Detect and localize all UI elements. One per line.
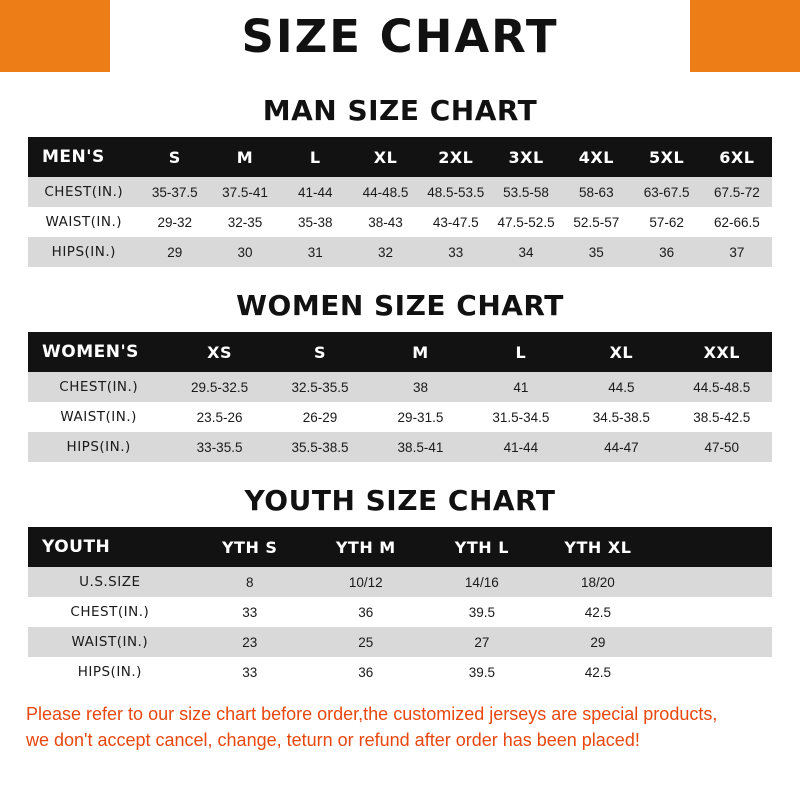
women-cell: 41: [471, 372, 571, 402]
youth-section-title: YOUTH SIZE CHART: [244, 484, 556, 517]
men-cell: 29: [140, 237, 210, 267]
youth-cell: 39.5: [424, 657, 540, 687]
youth-cell: 10/12: [308, 567, 424, 597]
table-row: [28, 177, 772, 207]
women-cell: 33-35.5: [169, 432, 269, 462]
man-size-table: [28, 137, 772, 267]
youth-cell: 33: [192, 657, 308, 687]
youth-cell-spacer: [656, 657, 772, 687]
men-col-8: 6XL: [719, 147, 755, 167]
youth-row-1-label: CHEST(IN.): [28, 597, 192, 627]
youth-cell: 25: [308, 627, 424, 657]
women-cell: 34.5-38.5: [571, 402, 671, 432]
youth-col-0: YTH S: [221, 537, 278, 557]
men-cell: 37: [702, 237, 772, 267]
man-size-table-wrap: [0, 137, 800, 267]
youth-cell: 14/16: [424, 567, 540, 597]
women-cell: 35.5-38.5: [270, 432, 370, 462]
men-cell: 37.5-41: [210, 177, 280, 207]
men-cell: 63-67.5: [631, 177, 701, 207]
youth-cell: 27: [424, 627, 540, 657]
youth-header-label: YOUTH: [42, 537, 111, 557]
men-cell: 58-63: [561, 177, 631, 207]
table-row: [28, 402, 772, 432]
women-section-title: WOMEN SIZE CHART: [236, 289, 564, 322]
youth-cell: 42.5: [540, 597, 656, 627]
women-col-3: L: [515, 342, 527, 362]
men-cell: 35: [561, 237, 631, 267]
youth-cell: 36: [308, 657, 424, 687]
men-row-2-label: HIPS(IN.): [28, 237, 140, 267]
table-row: [28, 567, 772, 597]
youth-col-3: YTH XL: [564, 537, 632, 557]
men-cell: 43-47.5: [421, 207, 491, 237]
table-header-row: [28, 332, 772, 372]
men-row-1-label: WAIST(IN.): [28, 207, 140, 237]
footer-line-1: Please refer to our size chart before order,the customized jerseys are special products,: [26, 704, 718, 724]
youth-cell-spacer: [656, 567, 772, 597]
women-col-5: XXL: [703, 342, 740, 362]
table-row: [28, 627, 772, 657]
men-cell: 35-38: [280, 207, 350, 237]
men-col-1: M: [236, 147, 254, 167]
women-cell: 23.5-26: [169, 402, 269, 432]
men-cell: 52.5-57: [561, 207, 631, 237]
youth-row-2-label: WAIST(IN.): [28, 627, 192, 657]
men-cell: 36: [631, 237, 701, 267]
men-cell: 32: [350, 237, 420, 267]
youth-size-table-wrap: [0, 527, 800, 687]
women-header-label: WOMEN'S: [42, 342, 139, 362]
women-cell: 44.5-48.5: [672, 372, 772, 402]
youth-cell: 36: [308, 597, 424, 627]
men-cell: 35-37.5: [140, 177, 210, 207]
women-cell: 38: [370, 372, 470, 402]
men-cell: 48.5-53.5: [421, 177, 491, 207]
women-cell: 44-47: [571, 432, 671, 462]
youth-col-spacer: [656, 527, 772, 567]
men-cell: 67.5-72: [702, 177, 772, 207]
men-col-7: 5XL: [649, 147, 685, 167]
youth-cell: 39.5: [424, 597, 540, 627]
youth-row-0-label: U.S.SIZE: [28, 567, 192, 597]
men-col-4: 2XL: [438, 147, 474, 167]
women-cell: 29-31.5: [370, 402, 470, 432]
youth-cell: 29: [540, 627, 656, 657]
women-row-0-label: CHEST(IN.): [28, 372, 169, 402]
men-cell: 38-43: [350, 207, 420, 237]
table-row: [28, 237, 772, 267]
men-cell: 32-35: [210, 207, 280, 237]
men-cell: 47.5-52.5: [491, 207, 561, 237]
man-section-title: MAN SIZE CHART: [262, 94, 538, 127]
men-row-0-label: CHEST(IN.): [28, 177, 140, 207]
men-cell: 53.5-58: [491, 177, 561, 207]
men-cell: 29-32: [140, 207, 210, 237]
women-cell: 38.5-42.5: [672, 402, 772, 432]
women-cell: 31.5-34.5: [471, 402, 571, 432]
women-col-1: S: [314, 342, 327, 362]
youth-cell: 33: [192, 597, 308, 627]
women-cell: 41-44: [471, 432, 571, 462]
men-cell: 41-44: [280, 177, 350, 207]
women-row-1-label: WAIST(IN.): [28, 402, 169, 432]
table-row: [28, 597, 772, 627]
youth-col-2: YTH L: [454, 537, 509, 557]
women-row-2-label: HIPS(IN.): [28, 432, 169, 462]
men-cell: 30: [210, 237, 280, 267]
women-cell: 47-50: [672, 432, 772, 462]
table-row: [28, 657, 772, 687]
women-cell: 38.5-41: [370, 432, 470, 462]
women-cell: 44.5: [571, 372, 671, 402]
men-cell: 33: [421, 237, 491, 267]
table-row: [28, 432, 772, 462]
women-col-4: XL: [609, 342, 634, 362]
men-cell: 44-48.5: [350, 177, 420, 207]
table-header-row: [28, 527, 772, 567]
women-size-table: [28, 332, 772, 462]
youth-cell: 42.5: [540, 657, 656, 687]
men-col-0: S: [168, 147, 181, 167]
women-col-2: M: [412, 342, 429, 362]
women-col-0: XS: [207, 342, 232, 362]
youth-row-3-label: HIPS(IN.): [28, 657, 192, 687]
women-cell: 32.5-35.5: [270, 372, 370, 402]
youth-cell: 18/20: [540, 567, 656, 597]
women-size-table-wrap: [0, 332, 800, 462]
men-col-2: L: [309, 147, 321, 167]
men-header-label: MEN'S: [42, 147, 105, 167]
men-cell: 34: [491, 237, 561, 267]
men-col-6: 4XL: [578, 147, 614, 167]
youth-col-1: YTH M: [335, 537, 396, 557]
footer-note: [0, 701, 800, 753]
men-cell: 57-62: [631, 207, 701, 237]
header-band: [0, 0, 800, 72]
women-cell: 26-29: [270, 402, 370, 432]
table-header-row: [28, 137, 772, 177]
youth-cell-spacer: [656, 597, 772, 627]
footer-line-2: we don't accept cancel, change, teturn or refund after order has been placed!: [26, 730, 640, 751]
women-cell: 29.5-32.5: [169, 372, 269, 402]
men-cell: 62-66.5: [702, 207, 772, 237]
men-col-5: 3XL: [508, 147, 544, 167]
men-cell: 31: [280, 237, 350, 267]
youth-cell: 23: [192, 627, 308, 657]
youth-size-table: [28, 527, 772, 687]
men-col-3: XL: [373, 147, 398, 167]
table-row: [28, 372, 772, 402]
youth-cell: 8: [192, 567, 308, 597]
header-title-plate: [110, 0, 690, 72]
page-title: SIZE CHART: [241, 9, 559, 63]
table-row: [28, 207, 772, 237]
youth-cell-spacer: [656, 627, 772, 657]
